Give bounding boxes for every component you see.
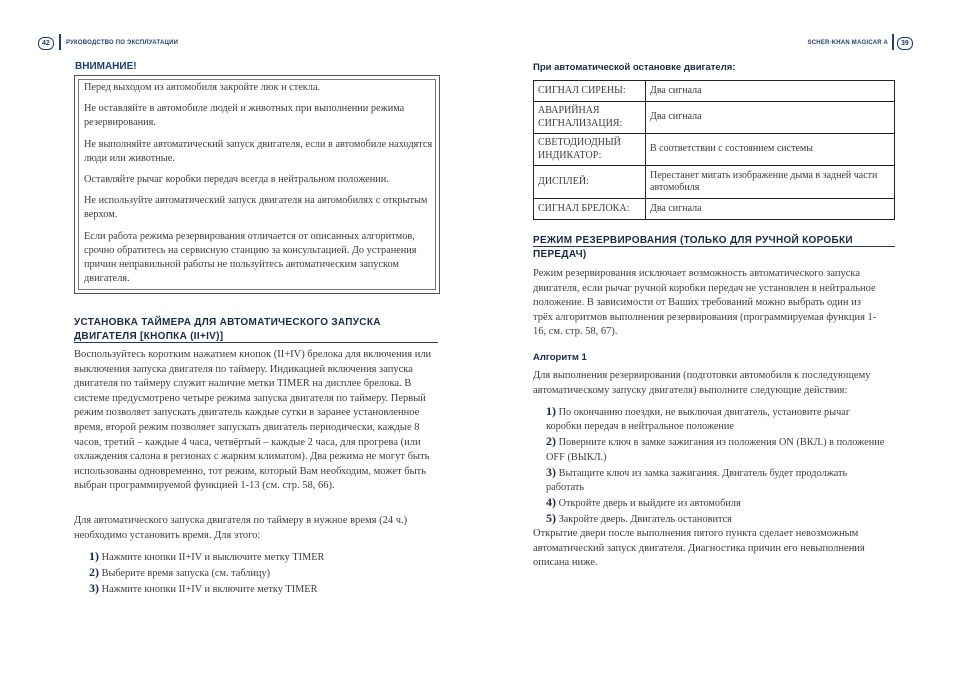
table-row [534,199,895,220]
warning-item: Не используйте автоматический запуск двигателя на автомобилях с открытым верхом. [84,195,428,221]
timer-paragraph-1: Воспользуйтесь коротким нажатием кнопок (II+IV) брелока для включения или выключения запуска двигателя по таймеру. Индикацией включения запуска двигателя по таймеру служит наличие метки TIMER на дисплее брелока. В системе предусмотрено четыре режима запуска двигателя по таймеру. Первый режим позволяет запускать двигатель каждые сутки в заранее установленное время, второй режим позволяет запускать двигатель периодически, каждые 8 часов, третий – каждые 4 часа, четвёртый – каждые 2 часа, для прогрева (или охлаждения салона в регионах с жарким климатом). Два режима не могут быть использованы одновременно, тот режим, который Вам необходим, может быть выбран программируемой функцией 1-13 (см. стр. 58, 66). [74,349,432,492]
table-cell-signal: СИГНАЛ СИРЕНЫ: [534,81,646,102]
table-cell-value: Два сигнала [646,199,895,220]
timer-heading-rule [74,342,438,343]
list-item: 5) Закройте дверь. Двигатель остановится [546,511,732,526]
right-running-title: SCHER-KHAN MAGICAR A [807,40,888,46]
list-item: 1) Нажмите кнопки II+IV и выключите метку TIMER [89,549,325,563]
header-divider-right [892,34,894,50]
table-cell-signal: ДИСПЛЕЙ: [534,166,646,199]
list-item: 1) По окончанию поездки, не выключая двигатель, установите рычаг коробки передач в нейтральное положение [546,404,851,433]
table-row [534,81,895,102]
warning-title: ВНИМАНИЕ! [75,61,137,72]
list-item: 3) Нажмите кнопки II+IV и включите метку TIMER [89,581,318,596]
warning-item: Если работа режима резервирования отличается от описанных алгоритмов, срочно обратитесь на сервисную станцию за консультацией. До устранения причин неправильной работы не пользуйтесь автоматическим запуском двигателя. [84,230,417,285]
warning-item: Не выполняйте автоматический запуск двигателя, если в автомобиле находятся люди или животные. [84,138,433,164]
algorithm-steps-list [546,404,886,528]
warning-item: Не оставляйте в автомобиле людей и животных при выполнении режима резервирования. [84,103,405,129]
timer-paragraph-2: Для автоматического запуска двигателя по таймеру в нужное время (24 ч.) необходимо установить время. Для этого: [74,515,408,541]
table-cell-value: Два сигнала [646,102,895,134]
algorithm-intro: Для выполнения резервирования (подготовки автомобиля к последующему автоматическому запуску двигателя) выполните следующие действия: [533,370,871,396]
right-page-number: 39 [897,37,913,50]
timer-heading: УСТАНОВКА ТАЙМЕРА ДЛЯ АВТОМАТИЧЕСКОГО ЗАПУСКА ДВИГАТЕЛЯ [КНОПКА (II+IV)] [74,317,381,342]
left-page-number: 42 [38,37,54,50]
list-item: 4) Откройте дверь и выйдите из автомобиля [546,495,741,510]
warning-item: Оставляйте рычаг коробки передач всегда в нейтральном положении. [84,174,389,186]
list-item: 2) Выберите время запуска (см. таблицу) [89,565,271,580]
list-item: 3) Вытащите ключ из замка зажигания. Двигатель будет продолжать работать [546,464,848,494]
signals-table [533,80,895,220]
warning-box [74,75,440,294]
table-cell-signal: СВЕТОДИОДНЫЙ ИНДИКАТОР: [534,134,646,166]
warning-item: Перед выходом из автомобиля закройте люк и стекла. [84,82,321,93]
table-cell-value: Перестанет мигать изображение дыма в задней части автомобиля [646,166,895,199]
table-row [534,102,895,134]
header-divider-left [59,34,61,50]
reserve-heading: РЕЖИМ РЕЗЕРВИРОВАНИЯ (ТОЛЬКО ДЛЯ РУЧНОЙ КОРОБКИ ПЕРЕДАЧ) [533,235,853,260]
table-cell-value: Два сигнала [646,81,895,102]
table-cell-signal: АВАРИЙНАЯ СИГНАЛИЗАЦИЯ: [534,102,646,134]
table-cell-signal: СИГНАЛ БРЕЛОКА: [534,199,646,220]
left-running-title: РУКОВОДСТВО ПО ЭКСПЛУАТАЦИИ [66,40,179,46]
closing-paragraph: Открытие двери после выполнения пятого пункта сделает невозможным автоматический запуск двигателя. Диагностика причин его невыполнения описана ниже. [533,528,865,569]
timer-steps-list [89,549,439,598]
reserve-heading-rule [533,246,895,247]
table-row [534,166,895,199]
table-row [534,134,895,166]
table-cell-value: В соответствии с состоянием системы [646,134,895,166]
table-heading: При автоматической остановке двигателя: [533,62,736,73]
list-item: 2) Поверните ключ в замке зажигания из положения ON (ВКЛ.) в положение OFF (ВЫКЛ.) [546,434,885,463]
reserve-paragraph: Режим резервирования исключает возможность автоматического запуска двигателя, если рычаг ручной коробки передач не установлен в нейтральное положение. В зависимости от Ваших требований можно выбрать один из трёх алгоритмов выполнения резервирования (программируемая функция 1-16, см. стр. 58, 67). [533,268,877,338]
algorithm-heading: Алгоритм 1 [533,352,587,363]
